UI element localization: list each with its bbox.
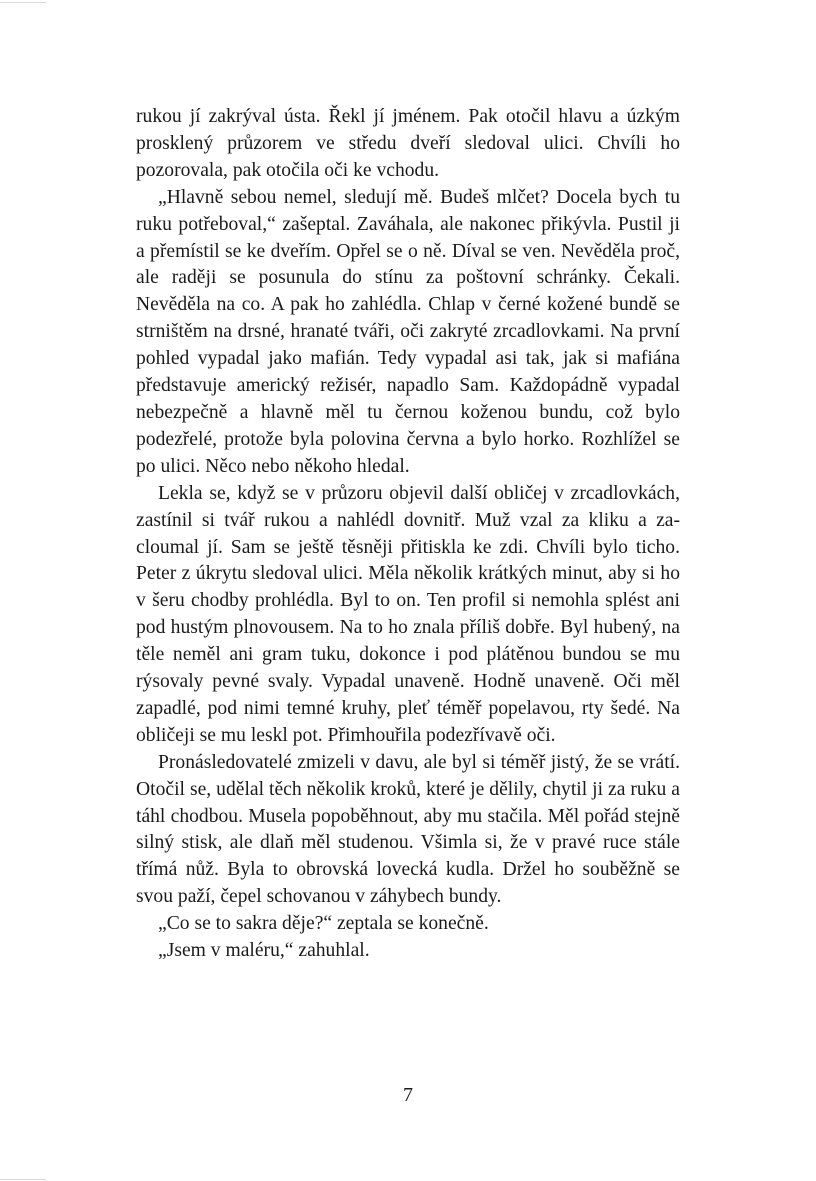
paragraph-1: rukou jí zakrýval ústa. Řekl jí jménem. Pak otočil hlavu a úzkým prosklený průzorem ve středu dveří sledoval ulici. Chvíli ho pozorovala, pak otočila oči ke vchodu. bbox=[136, 106, 680, 181]
paragraph-6: „Jsem v maléru,“ zahuhlal. bbox=[158, 940, 370, 962]
body-text bbox=[136, 104, 680, 965]
paragraph-4: Pronásledovatelé zmizeli v davu, ale byl si téměř jistý, že se vrátí. Otočil se, udělal těch několik kroků, které je dělily, chytil ji za ruku a táhl chodbou. Musela popoběhnout, aby mu stačila. Měl pořád stejně silný stisk, ale dlaň měl studenou. Všimla si, že v pravé ruce stále třímá nůž. Byla to obrovská lovecká kudla. Držel ho souběžně se svou paží, čepel schovanou v záhybech bundy. bbox=[136, 751, 680, 908]
paragraph-3: Lekla se, když se v průzoru objevil další obličej v zrcadlovkách, zastínil si tvář rukou a nahlédl dovnitř. Muž vzal za kliku a zacloumal jí. Sam se ještě těsněji přitiskla ke zdi. Chvíli bylo ticho. Peter z úkrytu sledoval ulici. Měla několik krátkých minut, aby si ho v šeru chodby prohlédla. Byl to on. Ten profil si nemohla splést ani pod hustým plnovousem. Na to ho znala příliš dobře. Byl hubený, na těle neměl ani gram tuku, dokonce i pod plátěnou bundou se mu rýsovaly pevné svaly. Vypadal unaveně. Hodně unaveně. Oči měl zapadlé, pod nimi temné kruhy, pleť téměř popelavou, rty šedé. Na obličeji se mu leskl pot. Přimhouřila podezřívavě oči. bbox=[136, 482, 680, 746]
paragraph-2: „Hlavně sebou nemel, sledují mě. Budeš mlčet? Docela bych tu ruku potřeboval,“ zašeptal. Zaváhala, ale nakonec přikývla. Pustil ji a přemístil se ke dveřím. Opřel se o ně. Díval se ven. Nevěděla proč, ale raději se posunula do stínu za poštovní schránky. Čekali. Nevěděla na co. A pak ho zahlédla. Chlap v černé kožené bundě se strništěm na drsné, hranaté tváři, oči zakryté zrcadlovkami. Na první pohled vypadal jako mafián. Tedy vypadal asi tak, jak si mafiána představuje americký režisér, napadlo Sam. Každopádně vypadal nebezpečně a hlavně měl tu černou koženou bundu, což bylo podezřelé, protože byla polovina června a bylo horko. Rozhlížel se po ulici. Něco nebo někoho hledal. bbox=[136, 186, 680, 477]
crop-mark-bottom bbox=[0, 1179, 46, 1180]
page-number: 7 bbox=[403, 1084, 413, 1106]
paragraph-5: „Co se to sakra děje?“ zeptala se konečně. bbox=[158, 913, 489, 935]
crop-mark-top bbox=[0, 2, 46, 3]
